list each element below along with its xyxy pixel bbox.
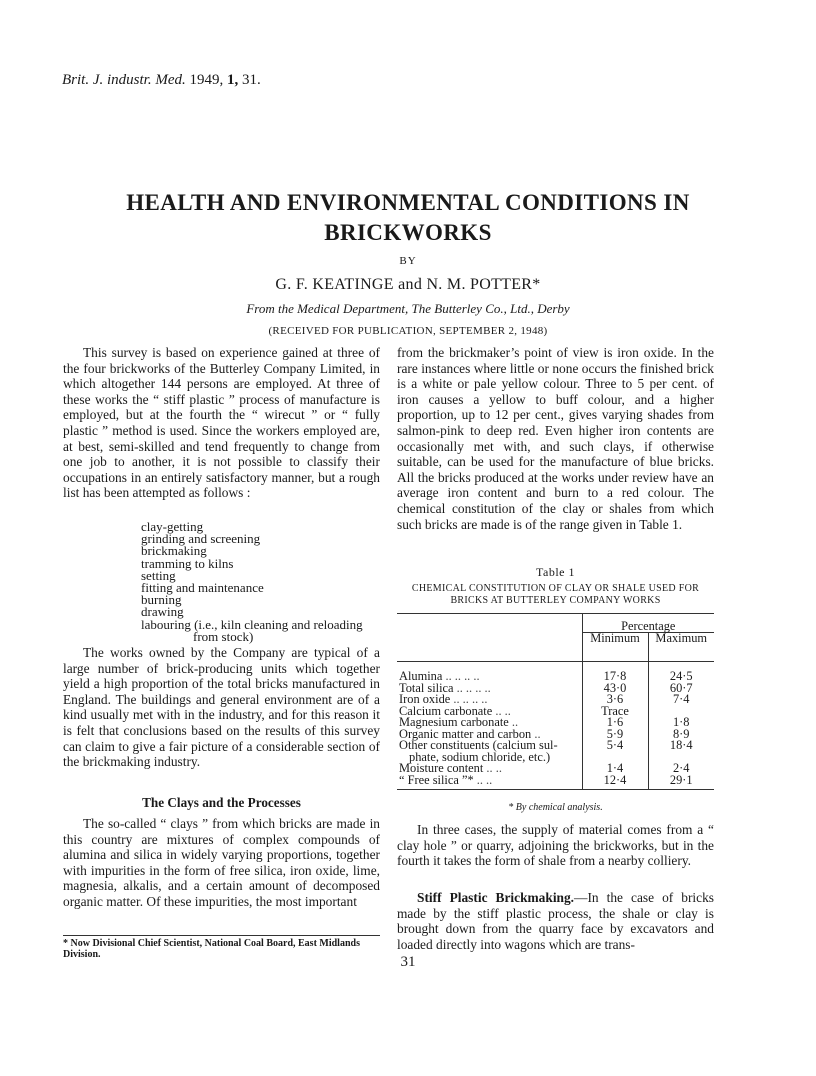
leader-dots: ..	[511, 715, 519, 729]
table-cell-max: 24·5	[669, 669, 693, 683]
table-cell-max: 29·1	[669, 772, 693, 787]
table-cell-min: Trace	[582, 706, 648, 718]
table-cell-name: Total silica	[399, 680, 454, 695]
table-cell-max: 8·9	[672, 726, 690, 741]
table-cell-min: 43·0	[582, 683, 648, 695]
occupation-item: grinding and screening	[141, 531, 261, 547]
right-column-stiff-plastic	[397, 890, 714, 952]
table-cell-name: Iron oxide	[399, 692, 451, 706]
chemical-table	[397, 613, 714, 790]
leader-dots: ..	[534, 726, 541, 741]
article-title: HEALTH AND ENVIRONMENTAL CONDITIONS IN BRICKWORKS	[126, 190, 690, 245]
table-cell-max: 2·4	[672, 761, 690, 775]
table-cell-min: 1·6	[582, 717, 648, 729]
paragraph-works: The works owned by the Company are typical of a large number of brick-producing units which together yield a high proportion of the total bricks manufactured in England. The buildings and general environment are of a kind usually met with in the industry, and for this reason it is felt that conclusions based on the results of this survey can claim to give a fair picture of a considerable section of the brickmaking industry.	[63, 645, 380, 770]
occupation-item: drawing	[141, 604, 184, 620]
leader-dots: .. .. .. ..	[456, 680, 491, 695]
left-column-clays	[63, 816, 380, 910]
table-cell-name: Moisture content	[399, 761, 484, 775]
table-cell-min: 3·6	[582, 694, 648, 706]
table-cell-name: Magnesium carbonate	[399, 715, 509, 729]
table-cell-max: 7·4	[672, 692, 690, 706]
table-cell-max: 1·8	[672, 715, 690, 729]
table-cell-name: Other constituents (calcium sul-	[399, 738, 558, 752]
table-cell-name: Alumina	[399, 669, 443, 683]
authors: G. F. KEATINGE and N. M. POTTER*	[275, 276, 541, 293]
paragraph-clays: The so-called “ clays ” from which bricks are made in this country are mixtures of complex compounds of alumina and silica in widely varying proportions, together with impurities in the form of free silica, iron oxide, lime, magnesia, alkalis, and a certain amount of decomposed organic matter. Of these impurities, the most important	[63, 816, 380, 909]
paragraph-iron-oxide: from the brickmaker’s point of view is iron oxide. In the rare instances where little or none occurs the finished brick is a white or pale yellow colour. Three to 5 per cent. of iron causes a yellow to buff colour, and a higher proportion, up to 12 per cent., gives varying shades from salmon-pink to deep red. Even higher iron contents are occasionally met with, and such clays, if otherwise suitable, can be used for the manufacture of blue bricks. All the bricks produced at the works under review have an average iron content and burn to a red colour. The chemical constitution of the clay or shales from which such bricks are made is of the range given in Table 1.	[397, 345, 714, 532]
section-heading: The Clays and the Processes	[142, 795, 301, 810]
table-row	[397, 740, 714, 763]
table-col-maximum: Maximum	[655, 631, 708, 645]
table-row	[397, 775, 714, 790]
leader-dots: .. ..	[486, 761, 502, 775]
table-cell-name: “ Free silica ”*	[399, 772, 474, 787]
table-col-minimum: Minimum	[582, 633, 648, 662]
table-cell-name: Calcium carbonate	[399, 703, 493, 718]
left-column-intro	[63, 345, 380, 501]
journal-volume: 1,	[227, 72, 239, 88]
table-group-header: Percentage	[582, 614, 714, 633]
journal-page: 31.	[242, 72, 261, 88]
occupation-item-continued: from stock)	[193, 628, 254, 644]
paragraph-intro: This survey is based on experience gained at three of the four brickworks of the Butterley Company Limited, in which altogether 144 persons are employed. At three of these works the “ stiff plastic ” process of manufacture is employed, but at the fourth the “ wirecut ” or “ fully plastic ” method is used. Since the workers employed are, at best, semi-skilled and tend frequently to change from one job to another, it is not possible to classify their occupations in an entirely satisfactory manner, but a rough list has been attempted as follows :	[63, 345, 380, 501]
right-column-top	[397, 345, 714, 532]
leader-dots: .. ..	[495, 703, 511, 718]
received-date: (RECEIVED FOR PUBLICATION, SEPTEMBER 2, 1948)	[268, 325, 548, 337]
table-cell-name: Organic matter and carbon	[399, 726, 532, 741]
paragraph-stiff-plastic-text: —In the case of bricks made by the stiff plastic process, the shale or clay is brought down from the quarry face by excavators and loaded directly into wagons which are trans-	[397, 890, 715, 952]
right-column-supply	[397, 822, 714, 869]
table-label: Table 1	[536, 565, 575, 579]
occupation-item: tramming to kilns	[141, 555, 234, 571]
table-footnote: * By chemical analysis.	[508, 802, 603, 813]
occupation-list	[141, 521, 391, 643]
journal-citation	[62, 72, 261, 89]
left-column-works	[63, 645, 380, 770]
table-cell-min: 17·8	[582, 671, 648, 683]
journal-year: 1949,	[189, 72, 224, 88]
table-cell-min: 5·4	[582, 740, 648, 763]
occupation-item: burning	[141, 592, 182, 608]
table-cell-min: 12·4	[582, 775, 648, 790]
author-footnote: * Now Divisional Chief Scientist, National Coal Board, East Midlands Division.	[63, 935, 380, 960]
occupation-item: labouring (i.e., kiln cleaning and reloading	[141, 616, 363, 632]
occupation-item: brickmaking	[141, 543, 207, 559]
table-caption: CHEMICAL CONSTITUTION OF CLAY OR SHALE USED FOR BRICKS AT BUTTERLEY COMPANY WORKS	[411, 583, 700, 606]
leader-dots: .. .. .. ..	[445, 669, 480, 683]
table-cell-max: 18·4	[669, 738, 693, 752]
run-in-heading: Stiff Plastic Brickmaking.	[417, 890, 575, 905]
table-cell-min: 5·9	[582, 729, 648, 741]
table-cell-name-cont: phate, sodium chloride, etc.)	[409, 749, 551, 764]
leader-dots: .. .. .. ..	[453, 692, 488, 706]
affiliation: From the Medical Department, The Butterley Co., Ltd., Derby	[246, 301, 570, 316]
occupation-item: clay-getting	[141, 519, 204, 534]
table-cell-max: 60·7	[669, 680, 693, 695]
by-line: BY	[399, 255, 417, 267]
journal-name: Brit. J. industr. Med.	[62, 72, 186, 88]
table-cell-min: 1·4	[582, 763, 648, 775]
paragraph-supply: In three cases, the supply of material comes from a “ clay hole ” or quarry, adjoining the brickworks, but in the fourth it takes the form of shale from a nearby colliery.	[397, 822, 714, 869]
page-number: 31	[400, 954, 416, 970]
occupation-item: fitting and maintenance	[141, 580, 264, 596]
paragraph-stiff-plastic	[397, 890, 714, 952]
leader-dots: .. ..	[476, 772, 493, 787]
occupation-item: setting	[141, 567, 176, 583]
